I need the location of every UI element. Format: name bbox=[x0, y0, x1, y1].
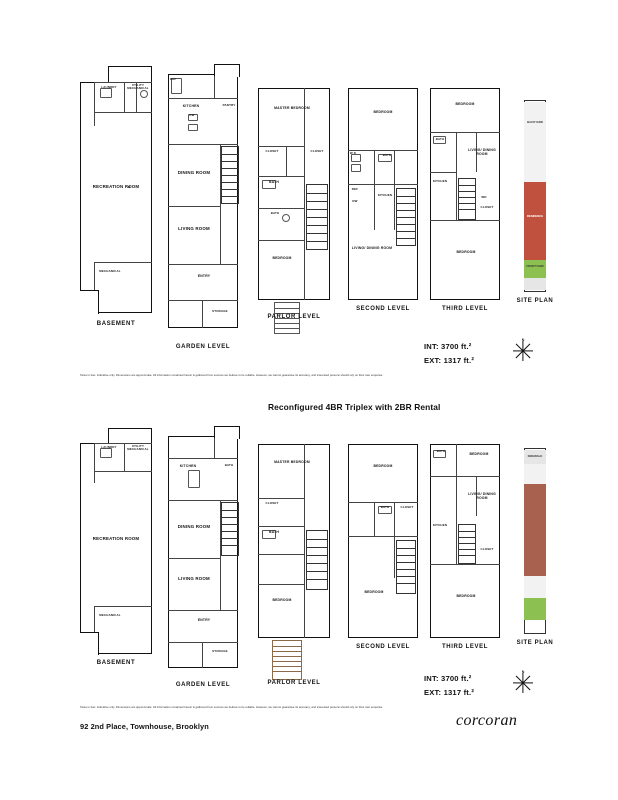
footer-address: 92 2nd Place, Townhouse, Brooklyn bbox=[80, 722, 209, 731]
wall bbox=[258, 208, 304, 209]
room-label-kitchen: KITCHEN bbox=[179, 464, 197, 468]
wall bbox=[348, 536, 418, 537]
room-label-bedroom-2: BEDROOM bbox=[364, 590, 384, 594]
room-label-kitchen: KITCHEN bbox=[432, 179, 448, 183]
wall bbox=[94, 262, 95, 292]
wall bbox=[168, 206, 220, 207]
room-label-dining: DINING ROOM bbox=[177, 170, 211, 175]
room-label-bath: BATH bbox=[435, 137, 445, 141]
wall bbox=[258, 526, 304, 527]
siteplan-backyard bbox=[524, 102, 546, 182]
room-label-bath: BATH bbox=[436, 449, 446, 453]
room-label-laundry: LAUNDRY bbox=[101, 445, 117, 449]
wall bbox=[430, 132, 500, 133]
room-label-ref: REF bbox=[170, 77, 177, 81]
room-label-mechanical: MECHANICAL bbox=[99, 269, 121, 273]
notch bbox=[80, 66, 109, 83]
room-label-closet: CLOSET bbox=[400, 505, 414, 509]
staircase bbox=[221, 502, 239, 556]
range-fixture bbox=[188, 124, 198, 131]
wall bbox=[374, 150, 375, 184]
room-label-master-bedroom: MASTER BEDROOM bbox=[274, 460, 310, 464]
wall bbox=[214, 76, 215, 98]
interior-area-top: INT: 3700 ft.² bbox=[424, 342, 472, 351]
plan-basement-top bbox=[80, 66, 152, 327]
notch bbox=[80, 428, 109, 444]
staircase bbox=[458, 178, 476, 220]
room-label-bedroom: BEDROOM bbox=[373, 110, 393, 114]
plan-title-second-bottom: SECOND LEVEL bbox=[356, 644, 410, 650]
wall bbox=[394, 184, 395, 230]
plan-garden-bottom bbox=[168, 436, 238, 688]
room-label-kitchen: KITCHEN bbox=[182, 104, 200, 108]
room-label-closet: CLOSET bbox=[265, 501, 279, 505]
wall bbox=[202, 642, 203, 668]
plan-title-parlor: PARLOR LEVEL bbox=[267, 314, 321, 320]
disclaimer-bottom: Sizes in feet. Indicative only. Dimensions are approximate. All information contained herein is gathered from sources we believe to be reliable. However, we cannot guarantee its accuracy, and interested persons should rely on their own enquiries. bbox=[80, 705, 384, 709]
compass-north-label: N bbox=[521, 338, 525, 342]
room-label-living: LIVING ROOM bbox=[178, 576, 210, 581]
room-label-bedroom: BEDROOM bbox=[373, 464, 393, 468]
room-label-recreation: RECREATION ROOM bbox=[92, 184, 140, 189]
bay bbox=[214, 426, 240, 439]
siteplan-frontyard bbox=[524, 260, 546, 278]
room-label-bedroom: BEDROOM bbox=[455, 102, 475, 106]
room-label-bedroom: BEDROOM bbox=[272, 598, 292, 602]
room-label-kitchen: KITCHEN bbox=[432, 523, 448, 527]
siteplan-residence bbox=[524, 484, 546, 576]
siteplan-backyard bbox=[524, 464, 546, 484]
room-label-laundry: LAUNDRY bbox=[101, 85, 117, 89]
room-label-dw: DW bbox=[189, 113, 195, 117]
room-label-dining: DINING ROOM bbox=[177, 524, 211, 529]
room-label-utility: UTILITY MECHANICAL bbox=[127, 83, 149, 91]
compass-north-label: N bbox=[521, 670, 525, 674]
room-label-mechanical: MECHANICAL bbox=[99, 613, 121, 617]
room-label-closet: CLOSET bbox=[480, 547, 494, 551]
staircase bbox=[396, 540, 416, 594]
island-fixture bbox=[188, 470, 200, 488]
wall bbox=[374, 502, 375, 536]
siteplan-label-sidewalk: SIDEWALK bbox=[527, 454, 543, 458]
exterior-area-bottom: EXT: 1317 ft.² bbox=[424, 688, 475, 697]
wall bbox=[374, 184, 375, 230]
siteplan-frontyard bbox=[524, 598, 546, 620]
interior-area-bottom: INT: 3700 ft.² bbox=[424, 674, 472, 683]
wall bbox=[304, 444, 305, 638]
wall bbox=[258, 146, 304, 147]
room-label-entry: ENTRY bbox=[197, 618, 211, 622]
plan-title-siteplan: SITE PLAN bbox=[516, 298, 554, 304]
wall bbox=[258, 584, 304, 585]
wall bbox=[168, 144, 238, 145]
notch bbox=[80, 632, 99, 655]
room-label-ref: REF bbox=[351, 187, 359, 191]
room-label-bedroom-2: BEDROOM bbox=[456, 250, 476, 254]
room-label-living-dining: LIVING/ DINING ROOM bbox=[351, 246, 393, 250]
bay bbox=[214, 64, 240, 77]
wall bbox=[456, 132, 457, 220]
headline: Reconfigured 4BR Triplex with 2BR Rental bbox=[268, 402, 441, 412]
wall bbox=[168, 98, 238, 99]
plan-title-basement-bottom: BASEMENT bbox=[96, 660, 136, 666]
wall bbox=[258, 554, 304, 555]
wall bbox=[94, 112, 152, 113]
wall bbox=[430, 564, 500, 565]
wall bbox=[348, 502, 418, 503]
room-label-storage: STORAGE bbox=[212, 309, 228, 313]
staircase bbox=[396, 188, 416, 246]
siteplan-frontyard-pad bbox=[524, 576, 546, 598]
room-label-bedroom: BEDROOM bbox=[469, 452, 489, 456]
staircase bbox=[458, 524, 476, 564]
wall bbox=[258, 176, 304, 177]
room-label-w: W D bbox=[349, 151, 357, 155]
notch bbox=[80, 290, 99, 314]
disclaimer-top: Sizes in feet. Indicative only. Dimensions are approximate. All information contained herein is gathered from sources we believe to be reliable. However, we cannot guarantee its accuracy, and interested persons should rely on their own enquiries. bbox=[80, 373, 384, 377]
wall bbox=[168, 500, 238, 501]
room-label-living: LIVING ROOM bbox=[178, 226, 210, 231]
wall bbox=[304, 88, 305, 300]
room-label-master-bedroom: MASTER BEDROOM bbox=[274, 106, 310, 110]
plan-second-bottom bbox=[348, 444, 418, 650]
room-label-bath: BATH bbox=[382, 153, 392, 157]
sink-fixture bbox=[140, 90, 148, 98]
room-label-bath-2: BATH bbox=[270, 211, 280, 215]
wall bbox=[214, 438, 215, 458]
plan-third-bottom bbox=[430, 444, 500, 650]
room-label-living-dining: LIVING/ DINING ROOM bbox=[468, 492, 496, 501]
wall bbox=[348, 150, 418, 151]
room-label-storage: STORAGE bbox=[212, 649, 228, 653]
wall bbox=[430, 220, 500, 221]
wall bbox=[94, 443, 95, 483]
wall bbox=[168, 458, 238, 459]
siteplan-label-frontyard: FRONTYARD bbox=[526, 264, 544, 268]
wall bbox=[168, 610, 238, 611]
washer-dryer-fixture bbox=[100, 88, 112, 98]
room-label-recreation: RECREATION ROOM bbox=[92, 536, 140, 541]
plan-title-garden: GARDEN LEVEL bbox=[175, 344, 231, 350]
washer-dryer-fixture bbox=[100, 448, 112, 458]
plan-title-basement: BASEMENT bbox=[96, 321, 136, 327]
wall bbox=[258, 240, 304, 241]
wall bbox=[430, 476, 500, 477]
room-label-pantry: PANTRY bbox=[222, 103, 236, 107]
wall bbox=[456, 444, 457, 476]
wall bbox=[202, 300, 203, 328]
plan-second-top bbox=[348, 88, 418, 312]
room-label-living-dining: LIVING/ DINING ROOM bbox=[468, 148, 496, 157]
room-label-entry: ENTRY bbox=[197, 274, 211, 278]
compass-top bbox=[512, 340, 534, 362]
plan-outline bbox=[80, 66, 152, 313]
exterior-area-top: EXT: 1317 ft.² bbox=[424, 356, 475, 365]
room-label-bath: BATH bbox=[380, 505, 390, 509]
room-label-dw: DW bbox=[352, 199, 358, 203]
wall bbox=[94, 471, 152, 472]
siteplan-residence bbox=[524, 182, 546, 260]
plan-title-parlor-bottom: PARLOR LEVEL bbox=[267, 680, 321, 686]
staircase bbox=[221, 146, 239, 204]
wall bbox=[430, 172, 456, 173]
wall bbox=[286, 146, 287, 176]
siteplan-label-backyard: BACKYARD bbox=[527, 120, 543, 124]
wall bbox=[94, 606, 152, 607]
room-label-bedroom-2: BEDROOM bbox=[456, 594, 476, 598]
plan-garden-top bbox=[168, 74, 238, 350]
siteplan-sidewalk bbox=[524, 278, 546, 290]
wall bbox=[258, 498, 304, 499]
plan-title-garden-bottom: GARDEN LEVEL bbox=[175, 682, 231, 688]
room-label-wd: WD bbox=[481, 195, 487, 199]
brand-logo: corcoran bbox=[456, 712, 518, 729]
plan-basement-bottom bbox=[80, 428, 152, 666]
room-label-closet-2: CLOSET bbox=[310, 149, 324, 153]
room-label-bath: BATH bbox=[224, 463, 234, 467]
wall bbox=[456, 476, 457, 564]
wall bbox=[94, 262, 152, 263]
room-label-closet: CLOSET bbox=[265, 149, 279, 153]
plan-title-second: SECOND LEVEL bbox=[356, 306, 410, 312]
siteplan-top bbox=[516, 100, 554, 304]
plan-title-third-bottom: THIRD LEVEL bbox=[442, 644, 488, 650]
room-label-bath: BATH bbox=[269, 530, 279, 534]
room-label-utility: UTILITY MECHANICAL bbox=[127, 444, 149, 452]
plan-parlor-top bbox=[258, 88, 330, 320]
compass-bottom bbox=[512, 672, 534, 694]
room-label-bedroom: BEDROOM bbox=[272, 256, 292, 260]
exterior-stoop bbox=[272, 640, 302, 680]
plan-title-third: THIRD LEVEL bbox=[442, 306, 488, 312]
wall bbox=[168, 558, 220, 559]
wall bbox=[348, 184, 418, 185]
room-label-closet: CLOSET bbox=[480, 205, 494, 209]
staircase bbox=[306, 184, 328, 250]
room-label-kitchen: KITCHEN bbox=[377, 193, 393, 197]
wall bbox=[168, 264, 238, 265]
plan-third-top bbox=[430, 88, 500, 312]
wall bbox=[394, 502, 395, 578]
room-label-bath: BATH bbox=[269, 180, 279, 184]
wall bbox=[94, 606, 95, 634]
siteplan-bottom bbox=[516, 448, 554, 646]
staircase bbox=[306, 530, 328, 590]
siteplan-label-residence: RESIDENCE bbox=[526, 214, 544, 218]
plan-parlor-bottom bbox=[258, 444, 330, 686]
wall bbox=[94, 82, 95, 126]
dryer-fixture bbox=[351, 164, 361, 172]
plan-title-siteplan-bottom: SITE PLAN bbox=[516, 640, 554, 646]
